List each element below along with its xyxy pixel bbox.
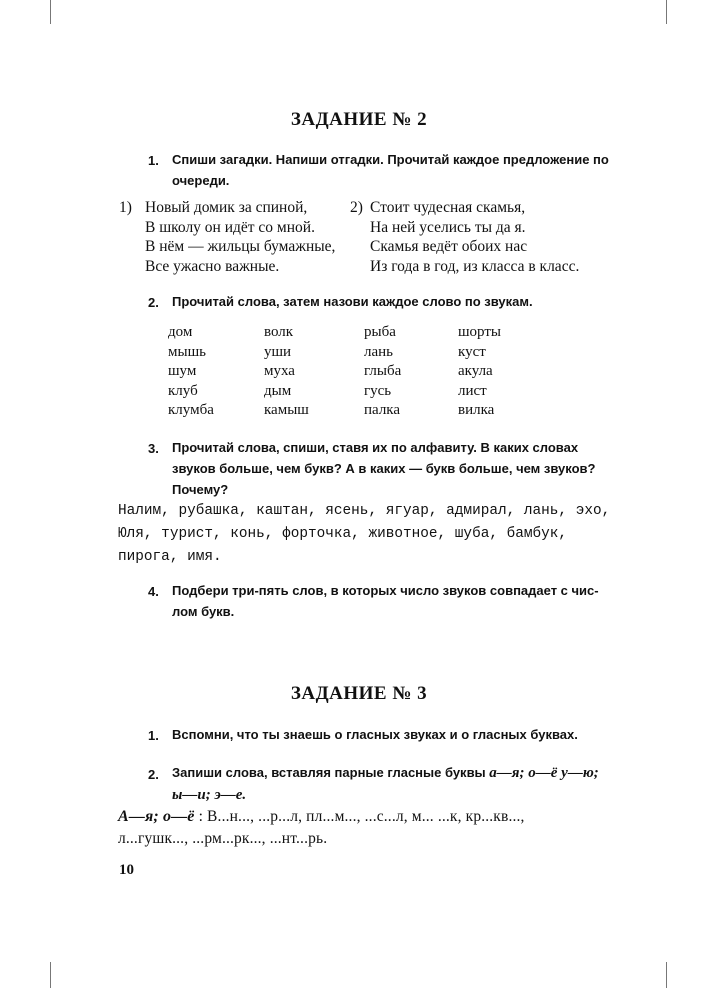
word: уши xyxy=(264,343,292,360)
riddle-1 xyxy=(119,198,335,276)
crop-mark xyxy=(50,962,51,988)
word: палка xyxy=(364,402,401,418)
task2-title: ЗАДАНИЕ № 2 xyxy=(290,109,428,130)
riddle-1-line: В школу он идёт со мной. xyxy=(145,218,315,236)
task2-item1-text: Спиши загадки. Напиши отгадки. Прочитай каждое предложение по очереди. xyxy=(172,152,609,188)
riddle-2-line: Стоит чудесная скамья, xyxy=(370,199,526,216)
word: камыш xyxy=(264,402,309,418)
task2-item2-number: 2. xyxy=(148,295,159,310)
word: рыба xyxy=(364,324,396,340)
vowel-pairs-1: а—я; о—ё у—ю; xyxy=(489,765,599,781)
task2-item3-text: Прочитай слова, спиши, ставя их по алфавиту. В каких словах звуков больше, чем букв? А в каких — букв больше, чем звуков? Почему? xyxy=(172,440,596,497)
task3-item1-text: Вспомни, что ты знаешь о гласных звуках и о гласных буквах. xyxy=(172,727,578,742)
riddle-2-line: На ней уселись ты да я. xyxy=(370,218,526,236)
word-list xyxy=(118,500,638,569)
riddle-1-line: Новый домик за спиной, xyxy=(145,199,308,216)
crop-mark xyxy=(666,962,667,988)
riddle-1-label: 1) xyxy=(119,199,132,216)
word: шум xyxy=(168,363,197,379)
word: глыба xyxy=(364,363,402,379)
task3-title: ЗАДАНИЕ № 3 xyxy=(290,683,428,704)
word: лист xyxy=(458,382,487,399)
riddle-2-line: Скамья ведёт обоих нас xyxy=(370,238,528,255)
word: волк xyxy=(264,324,294,340)
crop-mark xyxy=(50,0,51,24)
word: гусь xyxy=(364,382,392,399)
word: муха xyxy=(264,363,295,379)
exercise-lead: А—я; о—ё xyxy=(118,808,195,825)
word: клумба xyxy=(168,402,214,418)
task3-item2-number: 2. xyxy=(148,767,159,782)
riddle-2 xyxy=(350,198,579,276)
word: куст xyxy=(458,343,486,360)
crop-mark xyxy=(666,0,667,24)
word: лань xyxy=(364,343,394,360)
riddle-1-line: В нём — жильцы бумажные, xyxy=(145,238,336,255)
task2-item2-text: Прочитай слова, затем назови каждое слово по звукам. xyxy=(172,294,533,309)
exercise xyxy=(118,806,658,850)
vowel-pairs-2: ы—и; э—е. xyxy=(172,787,247,803)
task3-item2-text xyxy=(172,762,617,806)
word-list-line: пирога, имя. xyxy=(118,549,222,565)
word: клуб xyxy=(168,382,198,399)
word: шорты xyxy=(458,324,501,340)
word-list-line: Юля, турист, конь, форточка, животное, шуба, бамбук, xyxy=(118,526,568,542)
word: мышь xyxy=(168,343,206,360)
task3-item2-text-start: Запиши слова, вставляя парные гласные буквы xyxy=(172,765,486,780)
word-grid xyxy=(168,323,548,423)
word-list-line: Налим, рубашка, каштан, ясень, ягуар, адмирал, лань, эхо, xyxy=(118,503,611,519)
task2-item1-number: 1. xyxy=(148,153,159,168)
riddle-2-label: 2) xyxy=(350,199,363,216)
task2-item3-number: 3. xyxy=(148,441,159,456)
word: дом xyxy=(168,324,193,340)
exercise-line-2: л...гушк..., ...рм...рк..., ...нт...рь. xyxy=(118,830,328,847)
word: акула xyxy=(458,363,493,379)
exercise-line-1: : В...н..., ...р...л, пл...м..., ...с...л, м... ...к, кр...кв..., xyxy=(194,808,525,825)
task2-item4-number: 4. xyxy=(148,584,159,599)
riddle-1-line: Все ужасно важные. xyxy=(145,257,280,275)
word: дым xyxy=(264,382,292,399)
page-number: 10 xyxy=(119,862,134,878)
word: вилка xyxy=(458,402,495,418)
task2-item4-text: Подбери три-пять слов, в которых число звуков совпадает с числом букв. xyxy=(172,583,599,619)
task3-item1-number: 1. xyxy=(148,728,159,743)
riddle-2-line: Из года в год, из класса в класс. xyxy=(370,257,580,275)
